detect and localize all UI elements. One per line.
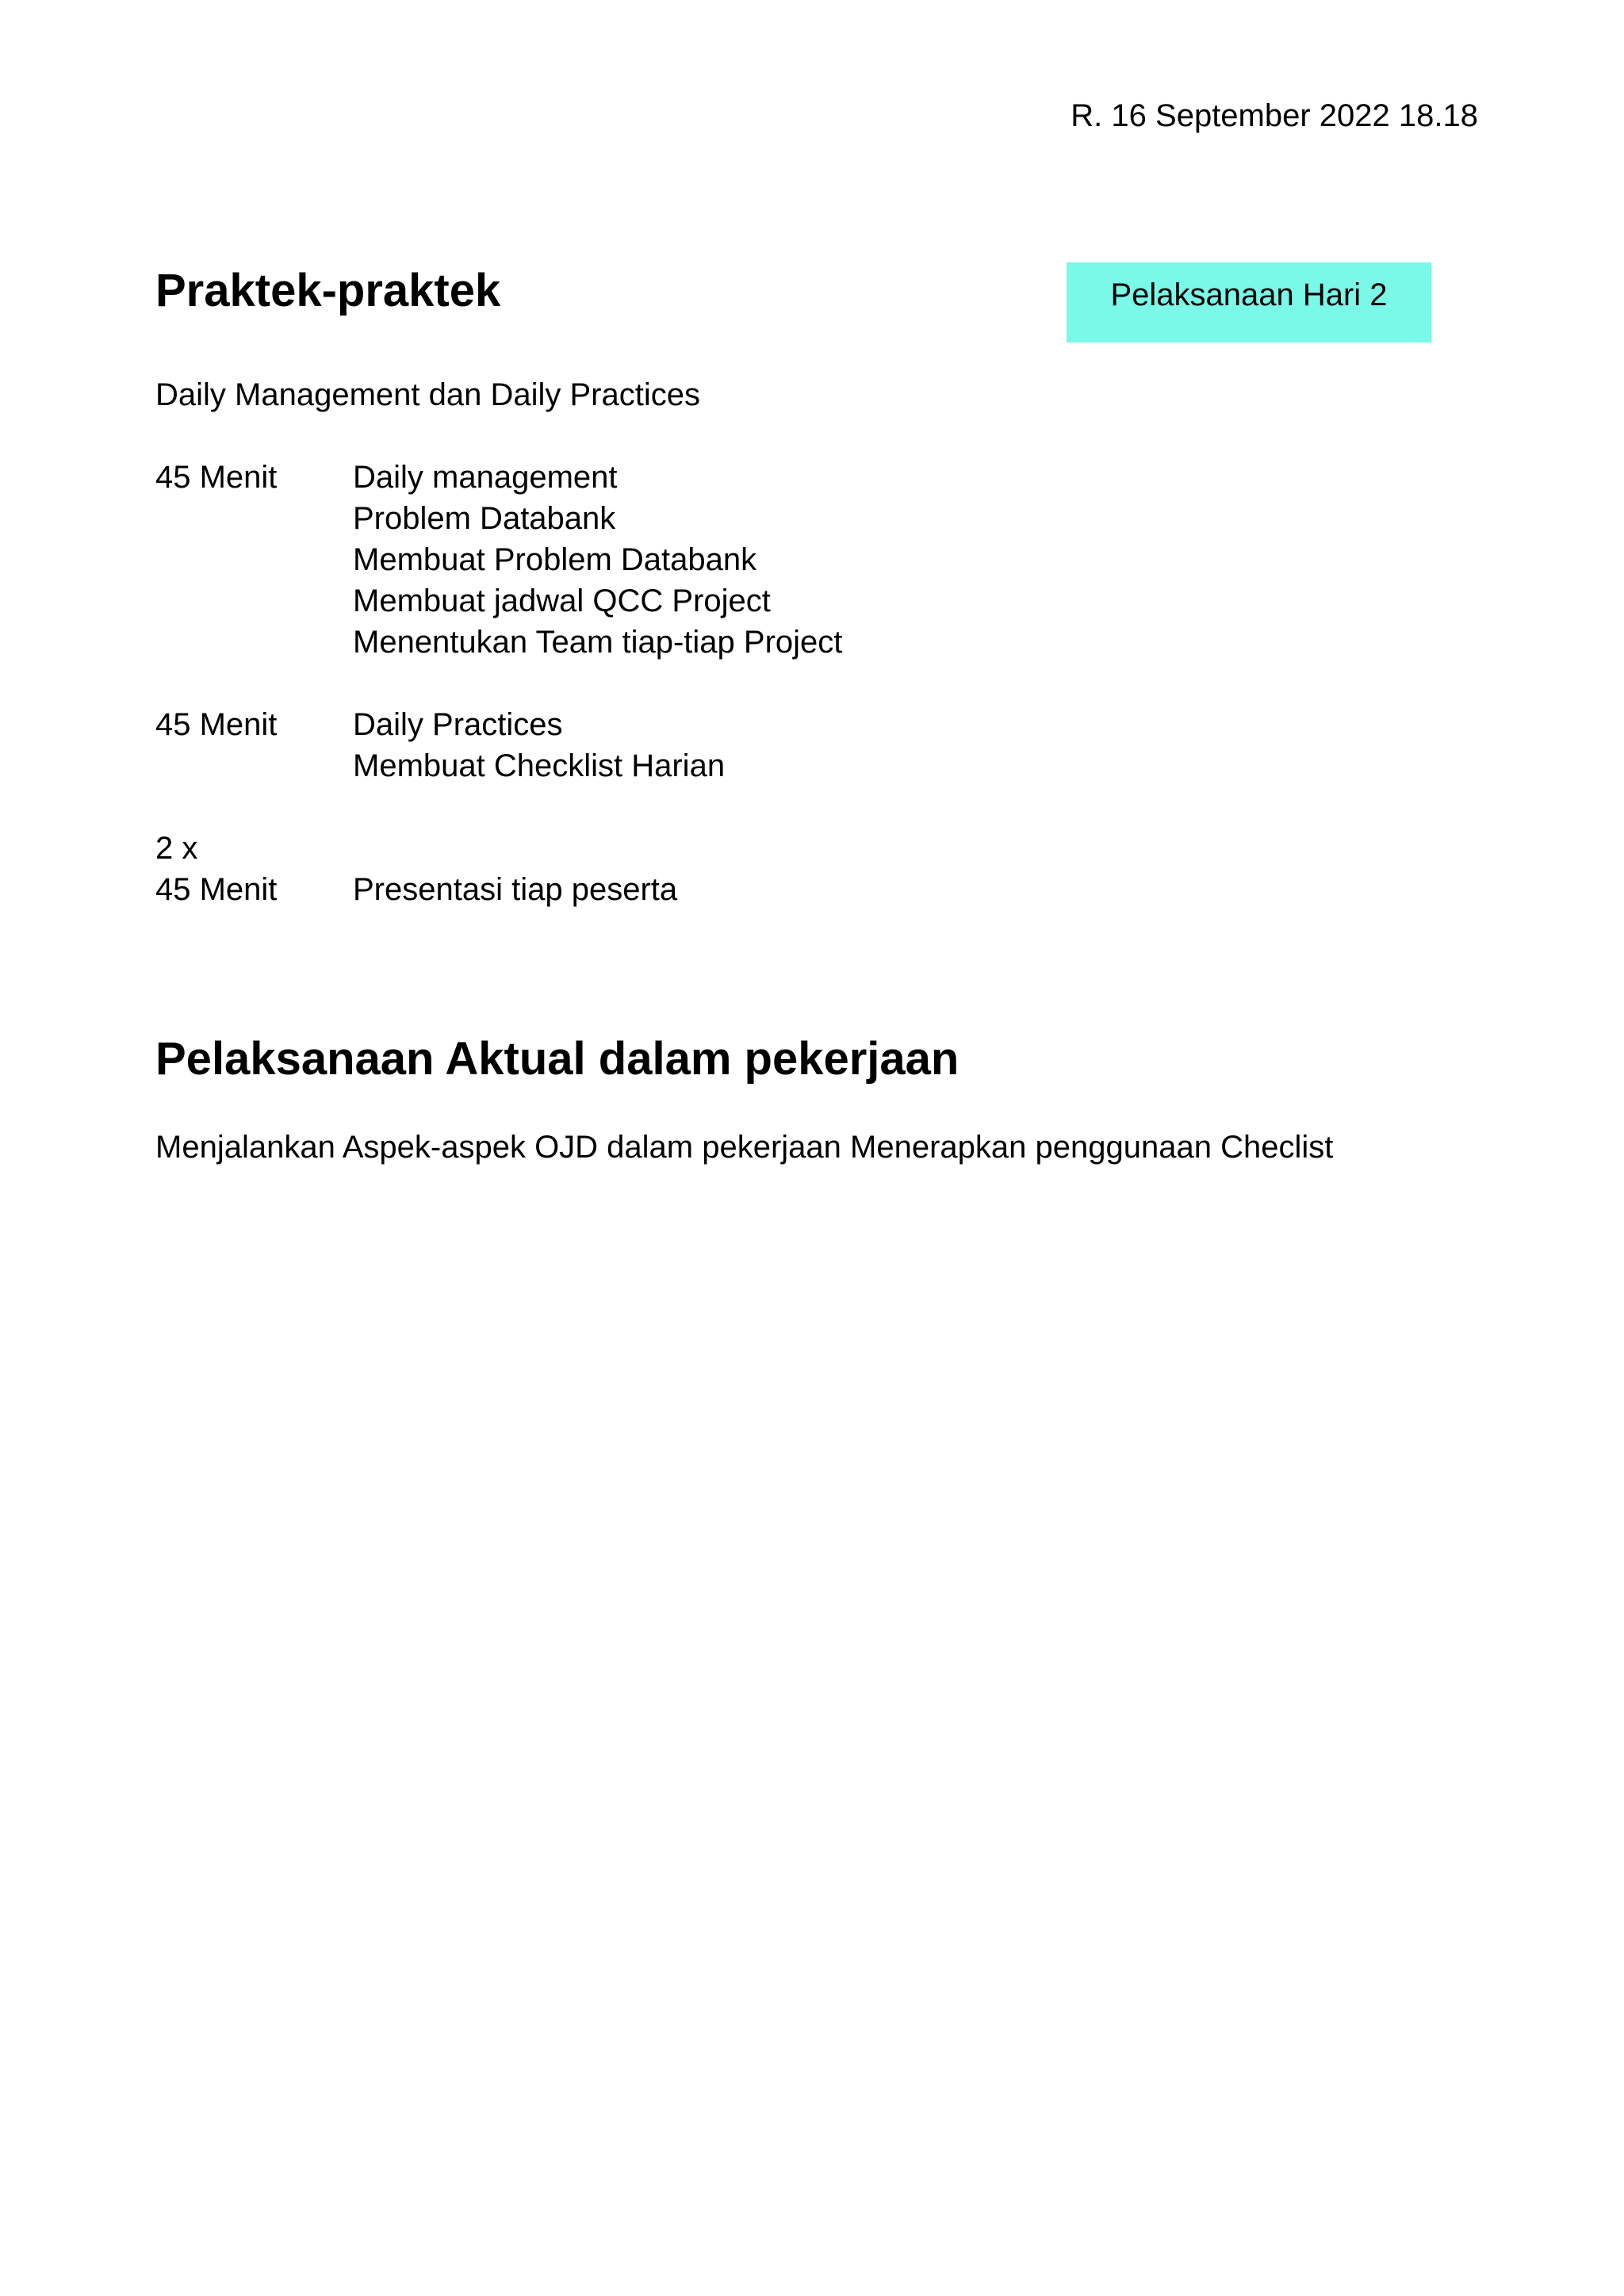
schedule-item: Problem Databank <box>353 501 616 536</box>
day-badge: Pelaksanaan Hari 2 <box>1067 262 1431 342</box>
section-title-pelaksanaan: Pelaksanaan Aktual dalam pekerjaan <box>155 1033 959 1085</box>
schedule-row <box>155 457 842 663</box>
schedule-items <box>353 704 725 786</box>
schedule-items <box>353 457 842 663</box>
schedule-item: Membuat Problem Databank <box>353 542 757 577</box>
schedule-block <box>155 828 842 910</box>
schedule-row <box>155 869 842 910</box>
schedule-multiplier: 2 x <box>155 831 198 866</box>
schedule-item: Membuat Checklist Harian <box>353 748 726 783</box>
schedule-block <box>155 457 842 663</box>
schedule-item: Daily management <box>353 460 618 495</box>
schedule-items <box>353 869 677 910</box>
section-subtitle: Daily Management dan Daily Practices <box>155 377 700 412</box>
section-body: Menjalankan Aspek-aspek OJD dalam pekerjaan Menerapkan penggunaan Checlist <box>155 1130 1334 1165</box>
schedule-item: Daily Practices <box>353 707 563 742</box>
schedule-duration: 45 Menit <box>155 872 278 907</box>
schedule-item: Membuat jadwal QCC Project <box>353 584 771 618</box>
schedule-list <box>155 457 842 951</box>
schedule-block <box>155 704 842 786</box>
schedule-item: Presentasi tiap peserta <box>353 872 678 907</box>
schedule-row <box>155 704 842 786</box>
schedule-duration: 45 Menit <box>155 460 278 495</box>
section-title-praktek: Praktek-praktek <box>155 265 501 316</box>
schedule-duration: 45 Menit <box>155 707 278 742</box>
schedule-item: Menentukan Team tiap-tiap Project <box>353 625 843 660</box>
timestamp: R. 16 September 2022 18.18 <box>1071 98 1478 133</box>
